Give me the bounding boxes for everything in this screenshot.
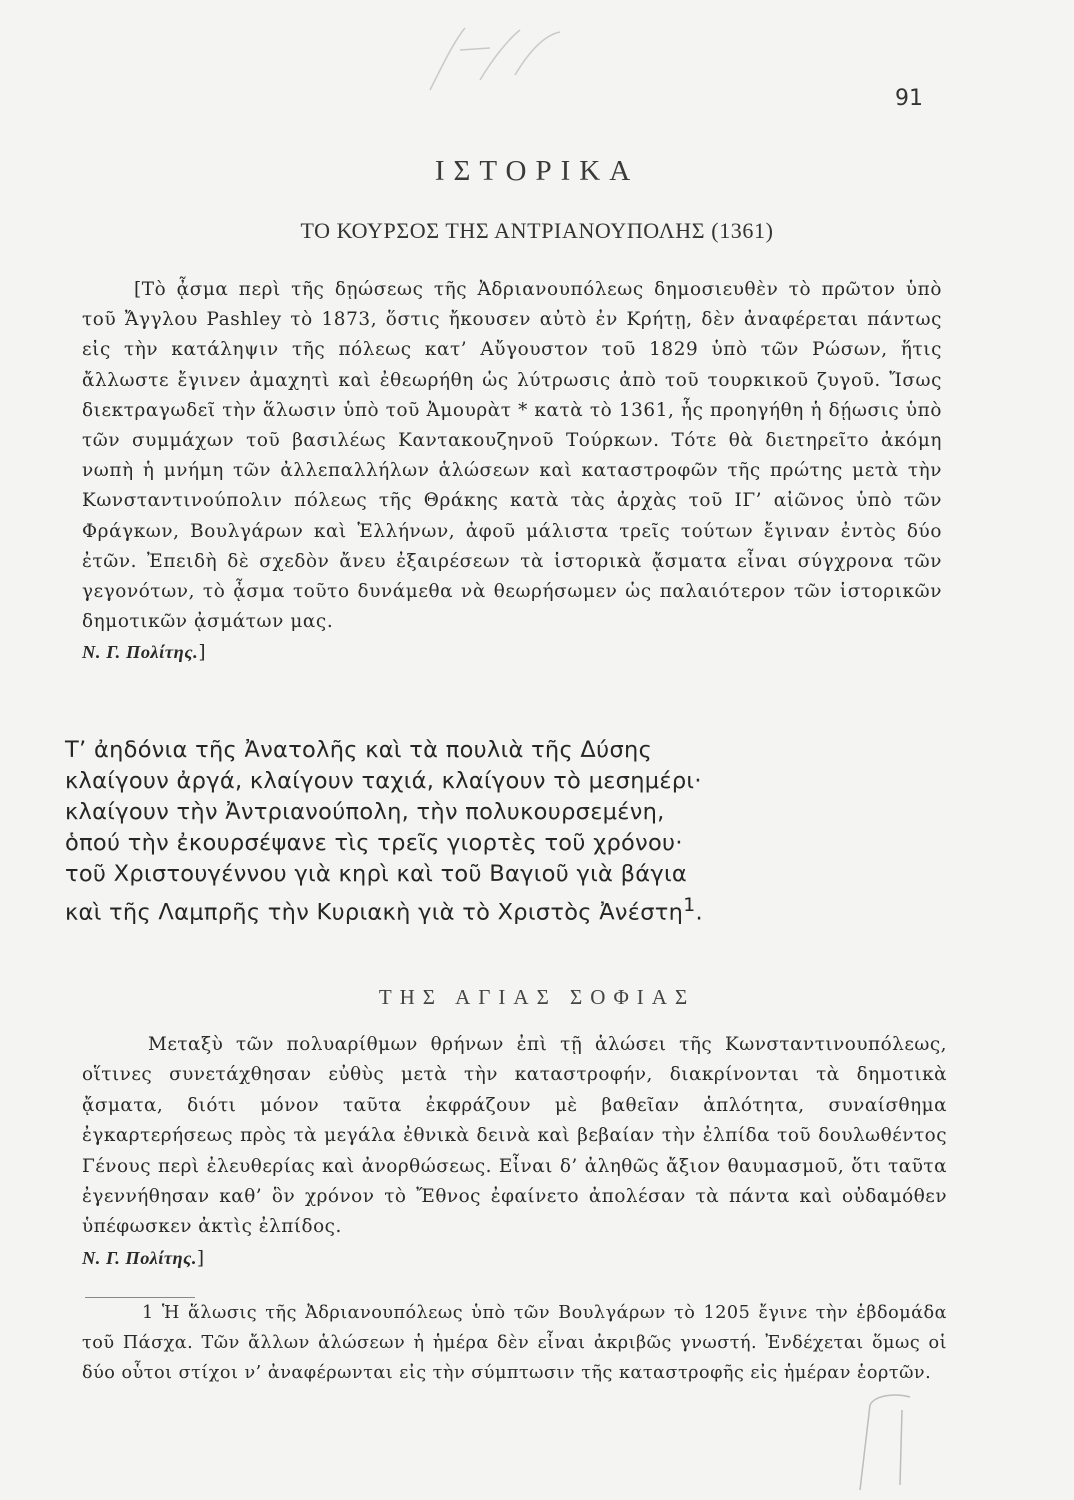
song2-author: Ν. Γ. Πολίτης. [82, 1247, 197, 1268]
verse-line: Τ’ ἀηδόνια τῆς Ἀνατολῆς καὶ τὰ πουλιὰ τῆς Δύσης [65, 737, 653, 763]
footnote-text: Ἡ ἅλωσις τῆς Ἀδριανουπόλεως ὑπὸ τῶν Βουλγάρων τὸ 1205 ἔγινε τὴν ἑβδομάδα τοῦ Πάσχα. Τῶν ἄλλων ἁλώσεων ἡ ἡμέρα δὲν εἶναι ἀκριβῶς γνωστή. Ἐνδέχεται ὅμως οἱ δύο οὗτοι στίχοι ν’ ἀναφέρωνται εἰς τὴν σύμπτωσιν τῆς καταστροφῆς εἰς ἡμέραν ἑορτῶν. [82, 1303, 947, 1383]
song2-paragraph [82, 1030, 947, 1274]
song2-title: ΤΗΣ ΑΓΙΑΣ ΣΟΦΙΑΣ [378, 985, 696, 1009]
page-number: 91 [895, 86, 923, 111]
verse-text: καὶ τῆς Λαμπρῆς τὴν Κυριακὴ γιὰ τὸ Χριστὸς Ἀνέστη [65, 899, 684, 926]
pencil-scribble-bottom [840, 1385, 960, 1495]
song2-text: Μεταξὺ τῶν πολυαρίθμων θρήνων ἐπὶ τῇ ἁλώσει τῆς Κωνσταντινουπόλεως, οἵτινες συνετάχθησαν εὐθὺς μετὰ τὴν καταστροφήν, διακρίνονται τὰ δημοτικὰ ᾄσματα, διότι μόνον ταῦτα ἐκφράζουν μὲ βαθεῖαν ἁπλότητα, συναίσθημα ἐγκαρτερήσεως πρὸς τὰ μεγάλα ἐθνικὰ δεινὰ καὶ βεβαίαν τὴν ἐλπίδα τοῦ δουλωθέντος Γένους περὶ ἐλευθερίας καὶ ἀνορθώσεως. Εἶναι δ’ ἀληθῶς ἄξιον θαυμασμοῦ, ὅτι ταῦτα ἐγεννήθησαν καθ’ ὃν χρόνον τὸ Ἔθνος ἐφαίνετο ἀπολέσαν τὰ πάντα καὶ οὐδαμόθεν ὑπέφωσκεν ἀκτὶς ἐλπίδος. [82, 1034, 947, 1238]
footnote-marker: 1 [142, 1303, 154, 1323]
intro-paragraph [82, 275, 942, 669]
intro-author: Ν. Γ. Πολίτης. [82, 642, 199, 663]
song2-close-bracket: ] [196, 1247, 205, 1269]
verse-line: κλαίγουν τὴν Ἀντριανούπολη, τὴν πολυκουρσεμένη, [65, 799, 665, 825]
intro-text: [Τὸ ᾆσμα περὶ τῆς δῃώσεως τῆς Ἀδριανουπόλεως δημοσιευθὲν τὸ πρῶτον ὑπὸ τοῦ Ἄγγλου Pashley τὸ 1873, ὅστις ἤκουσεν αὐτὸ ἐν Κρήτῃ, δὲν ἀναφέρεται πάντως εἰς τὴν κατάληψιν τῆς πόλεως κατ’ Αὔγουστον τοῦ 1829 ὑπὸ τῶν Ρώσων, ἥτις ἄλλωστε ἔγινεν ἀμαχητὶ καὶ ἐθεωρήθη ὡς λύτρωσις ἀπὸ τοῦ τουρκικοῦ ζυγοῦ. Ἴσως διεκτραγωδεῖ τὴν ἅλωσιν ὑπὸ τοῦ Ἀμουρὰτ * κατὰ τὸ 1361, ἧς προηγήθη ἡ δῄωσις ὑπὸ τῶν συμμάχων τοῦ βασιλέως Καντακουζηνοῦ Τούρκων. Τότε θὰ διετηρεῖτο ἀκόμη νωπὴ ἡ μνήμη τῶν ἀλλεπαλλήλων ἁλώσεων καὶ καταστροφῶν τῆς πρώτης μετὰ τὴν Κωνσταντινούπολιν πόλεως τῆς Θράκης κατὰ τὰς ἀρχὰς τοῦ ΙΓ’ αἰῶνος ὑπὸ τῶν Φράγκων, Βουλγάρων καὶ Ἑλλήνων, ἀφοῦ μάλιστα τρεῖς τούτων ἔγιναν ἐντὸς δύο ἐτῶν. Ἐπειδὴ δὲ σχεδὸν ἄνευ ἐξαιρέσεων τὰ ἱστορικὰ ᾄσματα εἶναι σύγχρονα τῶν γεγονότων, τὸ ᾆσμα τοῦτο δυνάμεθα νὰ θεωρήσωμεν ὡς παλαιότερον τῶν ἱστορικῶν δημοτικῶν ᾀσμάτων μας. [82, 279, 942, 633]
song-title: ΤΟ ΚΟΥΡΣΟΣ ΤΗΣ ΑΝΤΡΙΑΝΟΥΠΟΛΗΣ (1361) [300, 218, 774, 243]
footnote-ref: 1 [683, 895, 696, 916]
verse-line-last: καὶ τῆς Λαμπρῆς τὴν Κυριακὴ γιὰ τὸ Χριστὸς Ἀνέστη$^1$. [65, 895, 703, 926]
intro-close-bracket: ] [198, 642, 207, 664]
verse-line: ὁπού τὴν ἐκουρσέψανε τὶς τρεῖς γιορτὲς τοῦ χρόνου· [65, 830, 683, 856]
verse-block [65, 735, 965, 929]
footnote [82, 1298, 947, 1388]
section-title: ΙΣΤΟΡΙΚΑ [434, 155, 640, 187]
pencil-scribble-top [420, 20, 580, 100]
verse-line: τοῦ Χριστουγέννου γιὰ κηρὶ καὶ τοῦ Βαγιοῦ γιὰ βάγια [65, 861, 688, 887]
verse-line: κλαίγουν ἀργά, κλαίγουν ταχιά, κλαίγουν τὸ μεσημέρι· [65, 768, 702, 794]
